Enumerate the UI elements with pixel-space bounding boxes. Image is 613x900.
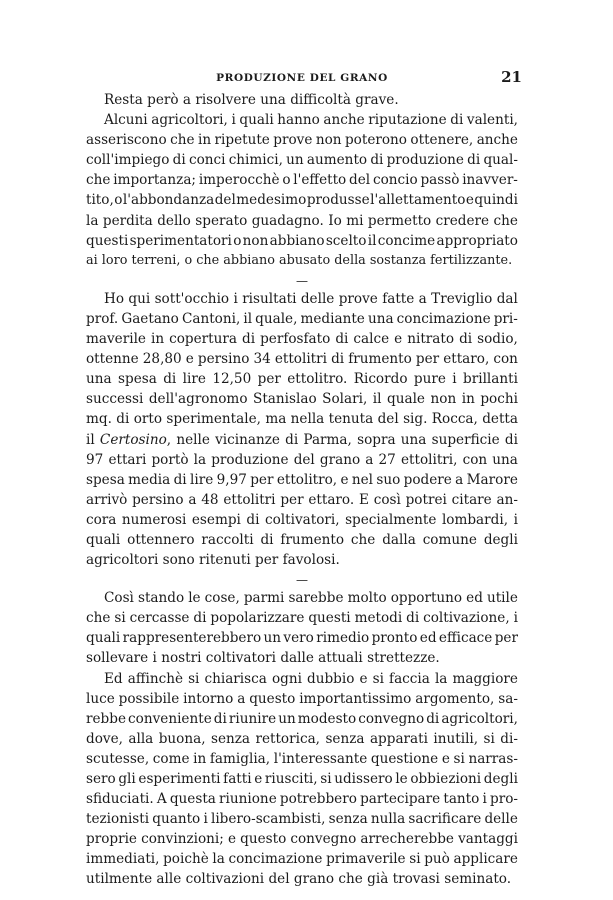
text-line: utilmente alle coltivazioni del grano che già trovasi seminato. xyxy=(86,871,512,888)
text-line: Ho qui sott'occhio i risultati delle prove fatte a Treviglio dal xyxy=(104,290,518,307)
paragraph xyxy=(86,289,518,570)
paragraph xyxy=(86,669,518,890)
text-line: luce possibile intorno a questo importantissimo argomento, sa- xyxy=(86,690,518,707)
text-line: immediati, poichè la concimazione primaverile si può applicare xyxy=(86,851,518,868)
section-separator: — xyxy=(296,573,308,588)
text-line: arrivò persino a 48 ettolitri per ettaro. E così potrei citare an- xyxy=(86,491,518,508)
text-line: una spesa di lire 12,50 per ettolitro. Ricordo pure i brillanti xyxy=(86,371,518,388)
text-line: quali rappresenterebbero un vero rimedio pronto ed efficace per xyxy=(86,630,518,647)
text-line: agricoltori sono ritenuti per favolosi. xyxy=(86,552,340,569)
text-line: la perdita dello sperato guadagno. Io mi permetto credere che xyxy=(86,212,518,229)
running-title: PRODUZIONE DEL GRANO xyxy=(216,72,388,84)
text-line: dove, alla buona, senza rettorica, senza apparati inutili, si di- xyxy=(86,730,518,747)
text-line: che si cercasse di popolarizzare questi metodi di coltivazione, i xyxy=(86,610,518,627)
text-line: 97 ettari portò la produzione del grano a 27 ettolitri, con una xyxy=(86,451,518,468)
text-line: ottenne 28,80 e persino 34 ettolitri di frumento per ettaro, con xyxy=(86,351,518,368)
book-page xyxy=(86,68,522,890)
text-line: sfiduciati. A questa riunione potrebbero partecipare tanto i pro- xyxy=(86,791,518,808)
text-line: proprie convinzioni; e questo convegno arrecherebbe vantaggi xyxy=(86,831,518,848)
text-line: questi sperimentatori o non abbiano scelto il concime appropriato xyxy=(86,232,518,249)
text-line: Ed affinchè si chiarisca ogni dubbio e si faccia la maggiore xyxy=(104,670,518,687)
text-line: quali ottennero raccolti di frumento che dalla comune degli xyxy=(86,531,518,548)
paragraph xyxy=(86,588,518,668)
text-line: ai loro terreni, o che abbiano abusato della sostanza fertilizzante. xyxy=(86,252,513,268)
text-line: che importanza; imperocchè o l'effetto del concio passò inavver- xyxy=(86,172,518,189)
page-body xyxy=(86,90,518,890)
text-line: rebbe conveniente di riunire un modesto convegno di agricoltori, xyxy=(86,710,518,727)
text-line: il Certosino, nelle vicinanze di Parma, sopra una superficie di xyxy=(86,431,518,448)
page-header xyxy=(86,68,522,90)
text-line: tito, o l'abbondanza del medesimo produsse l'allettamento e quindi xyxy=(86,192,518,209)
text-line: successi dell'agronomo Stanislao Solari, il quale non in pochi xyxy=(86,391,518,408)
text-line: prof. Gaetano Cantoni, il quale, mediante una concimazione pri- xyxy=(86,310,518,327)
paragraph xyxy=(86,90,518,110)
text-line: maverile in copertura di perfosfato di calce e nitrato di sodio, xyxy=(86,331,518,348)
text-line: sollevare i nostri coltivatori dalle attuali strettezze. xyxy=(86,650,440,667)
section-separator: — xyxy=(296,273,308,288)
page-number: 21 xyxy=(501,68,522,86)
text-line: mq. di orto sperimentale, ma nella tenuta del sig. Rocca, detta xyxy=(86,411,518,428)
text-line: Così stando le cose, parmi sarebbe molto opportuno ed utile xyxy=(104,590,518,607)
text-line: tezionisti quanto i libero-scambisti, senza nulla sacrificare delle xyxy=(86,811,518,828)
text-line: cora numerosi esempi di coltivatori, specialmente lombardi, i xyxy=(86,511,518,528)
text-line: coll'impiego di conci chimici, un aumento di produzione di qual- xyxy=(86,152,518,169)
text-line: asseriscono che in ripetute prove non poterono ottenere, anche xyxy=(86,132,518,149)
text-line: Resta però a risolvere una difficoltà grave. xyxy=(104,92,399,108)
paragraph xyxy=(86,110,518,271)
text-line: scutesse, come in famiglia, l'interessante questione e si narras- xyxy=(86,750,518,767)
text-line: sero gli esperimenti fatti e riusciti, si udissero le obbiezioni degli xyxy=(86,771,518,787)
text-line: spesa media di lire 9,97 per ettolitro, e nel suo podere a Marore xyxy=(86,471,518,488)
text-line: Alcuni agricoltori, i quali hanno anche riputazione di valenti, xyxy=(104,112,518,129)
